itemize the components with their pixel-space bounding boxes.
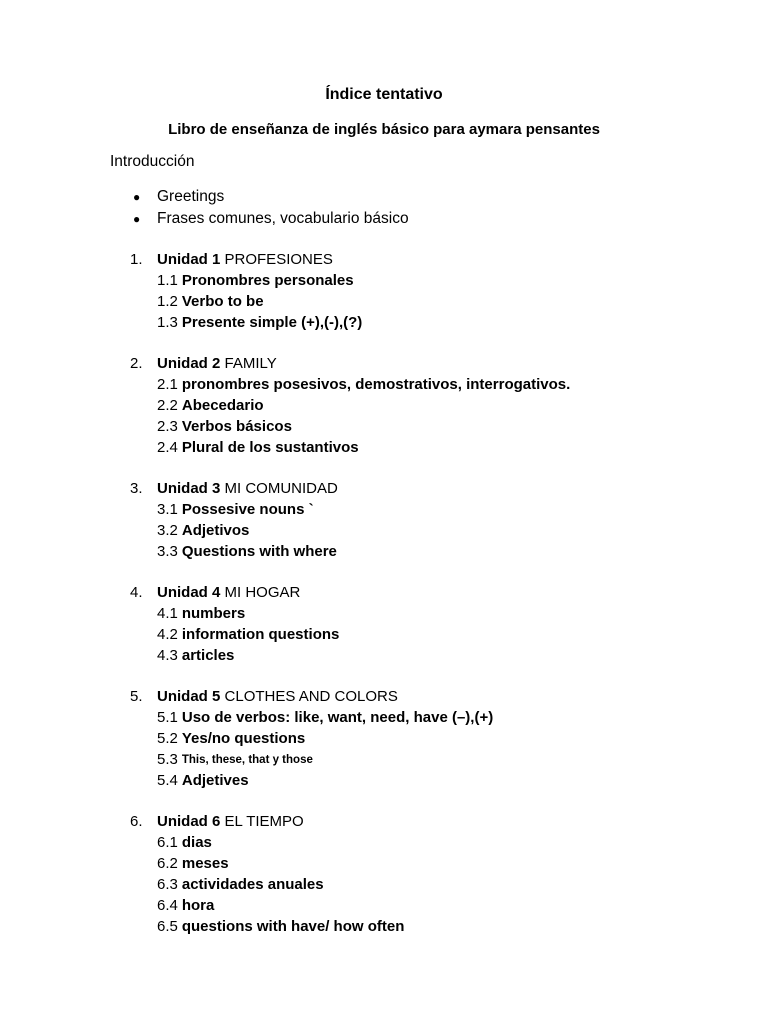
subtopic-number: 5.4 xyxy=(157,772,178,789)
subtopic-number: 1.2 xyxy=(157,293,178,310)
subtopic-item xyxy=(130,853,570,874)
intro-bullet-list xyxy=(133,186,409,230)
subtopic-number: 2.1 xyxy=(157,376,178,393)
unit-number: 6. xyxy=(130,813,143,830)
bullet-text: Greetings xyxy=(157,188,225,205)
unit-number: 3. xyxy=(130,480,143,497)
subtopic-item xyxy=(130,291,570,312)
subtopic-number: 1.1 xyxy=(157,272,178,289)
units-list xyxy=(130,249,570,957)
subtopic-item xyxy=(130,270,570,291)
subtopic-item xyxy=(130,416,570,437)
subtopic-item xyxy=(130,874,570,895)
unit-topic: FAMILY xyxy=(224,355,277,372)
bullet-item xyxy=(133,208,409,230)
subtopic-text: questions with have/ how often xyxy=(181,918,405,935)
subtopic-item xyxy=(130,624,570,645)
unit-section xyxy=(130,478,570,562)
bullet-item xyxy=(133,186,409,208)
subtopic-number: 6.1 xyxy=(157,834,178,851)
subtopic-number: 3.1 xyxy=(157,501,178,518)
unit-section xyxy=(130,811,570,937)
subtopic-item xyxy=(130,395,570,416)
unit-heading xyxy=(130,686,570,707)
bullet-icon: ● xyxy=(133,212,141,226)
subtopic-number: 5.3 xyxy=(157,751,178,768)
unit-topic: PROFESIONES xyxy=(224,251,333,268)
subtopic-number: 6.4 xyxy=(157,897,178,914)
subtopic-text: Adjetivos xyxy=(181,522,250,539)
subtopic-item xyxy=(130,749,570,770)
page-title: Índice tentativo xyxy=(325,86,443,103)
bullet-icon: ● xyxy=(133,190,141,204)
subtopic-text: Yes/no questions xyxy=(181,730,306,747)
subtopic-text: Adjetives xyxy=(181,772,249,789)
unit-heading xyxy=(130,582,570,603)
unit-number: 2. xyxy=(130,355,143,372)
subtopic-number: 5.1 xyxy=(157,709,178,726)
subtopic-text: Verbos básicos xyxy=(181,418,292,435)
unit-section xyxy=(130,582,570,666)
unit-number: 1. xyxy=(130,251,143,268)
subtopic-text: This, these, that y those xyxy=(181,753,313,766)
subtopic-item xyxy=(130,770,570,791)
subtopic-item xyxy=(130,312,570,333)
subtopic-text: Possesive nouns ` xyxy=(181,501,314,518)
unit-label: Unidad 5 xyxy=(157,688,221,705)
subtopic-text: actividades anuales xyxy=(181,876,324,893)
page-subtitle: Libro de enseñanza de inglés básico para aymara pensantes xyxy=(168,121,600,138)
subtopic-item xyxy=(130,374,570,395)
subtopic-number: 6.2 xyxy=(157,855,178,872)
subtopic-number: 4.3 xyxy=(157,647,178,664)
unit-heading xyxy=(130,811,570,832)
unit-topic: CLOTHES AND COLORS xyxy=(224,688,398,705)
unit-topic: MI HOGAR xyxy=(224,584,301,601)
subtopic-number: 6.3 xyxy=(157,876,178,893)
subtopic-text: Uso de verbos: like, want, need, have (–),(+) xyxy=(181,709,494,726)
intro-heading: Introducción xyxy=(110,153,195,170)
unit-topic: MI COMUNIDAD xyxy=(224,480,338,497)
subtopic-number: 6.5 xyxy=(157,918,178,935)
subtopic-text: meses xyxy=(181,855,229,872)
unit-label: Unidad 2 xyxy=(157,355,221,372)
bullet-text: Frases comunes, vocabulario básico xyxy=(157,210,409,227)
subtopic-item xyxy=(130,520,570,541)
unit-label: Unidad 1 xyxy=(157,251,221,268)
subtopic-item xyxy=(130,916,570,937)
unit-label: Unidad 6 xyxy=(157,813,221,830)
subtopic-number: 3.3 xyxy=(157,543,178,560)
unit-label: Unidad 3 xyxy=(157,480,221,497)
subtopic-number: 5.2 xyxy=(157,730,178,747)
subtopic-text: Plural de los sustantivos xyxy=(181,439,359,456)
unit-section xyxy=(130,249,570,333)
subtopic-number: 4.1 xyxy=(157,605,178,622)
subtopic-text: numbers xyxy=(181,605,246,622)
subtopic-item xyxy=(130,895,570,916)
subtopic-item xyxy=(130,541,570,562)
subtopic-item xyxy=(130,603,570,624)
subtopic-number: 4.2 xyxy=(157,626,178,643)
subtopic-number: 3.2 xyxy=(157,522,178,539)
subtopic-text: dias xyxy=(181,834,212,851)
unit-heading xyxy=(130,353,570,374)
subtopic-text: Verbo to be xyxy=(181,293,264,310)
subtopic-text: Pronombres personales xyxy=(181,272,354,289)
subtopic-number: 1.3 xyxy=(157,314,178,331)
subtopic-number: 2.3 xyxy=(157,418,178,435)
subtopic-text: Abecedario xyxy=(181,397,264,414)
unit-heading xyxy=(130,249,570,270)
unit-number: 5. xyxy=(130,688,143,705)
subtopic-item xyxy=(130,645,570,666)
subtopic-text: pronombres posesivos, demostrativos, interrogativos. xyxy=(181,376,571,393)
unit-section xyxy=(130,686,570,791)
subtopic-text: information questions xyxy=(181,626,340,643)
unit-label: Unidad 4 xyxy=(157,584,221,601)
subtopic-text: hora xyxy=(181,897,215,914)
unit-topic: EL TIEMPO xyxy=(224,813,304,830)
subtopic-item xyxy=(130,499,570,520)
subtopic-item xyxy=(130,437,570,458)
subtopic-item xyxy=(130,728,570,749)
unit-heading xyxy=(130,478,570,499)
subtopic-number: 2.4 xyxy=(157,439,178,456)
subtopic-text: Questions with where xyxy=(181,543,337,560)
subtopic-item xyxy=(130,707,570,728)
unit-section xyxy=(130,353,570,458)
subtopic-text: Presente simple (+),(-),(?) xyxy=(181,314,363,331)
unit-number: 4. xyxy=(130,584,143,601)
subtopic-item xyxy=(130,832,570,853)
subtopic-text: articles xyxy=(181,647,235,664)
subtopic-number: 2.2 xyxy=(157,397,178,414)
